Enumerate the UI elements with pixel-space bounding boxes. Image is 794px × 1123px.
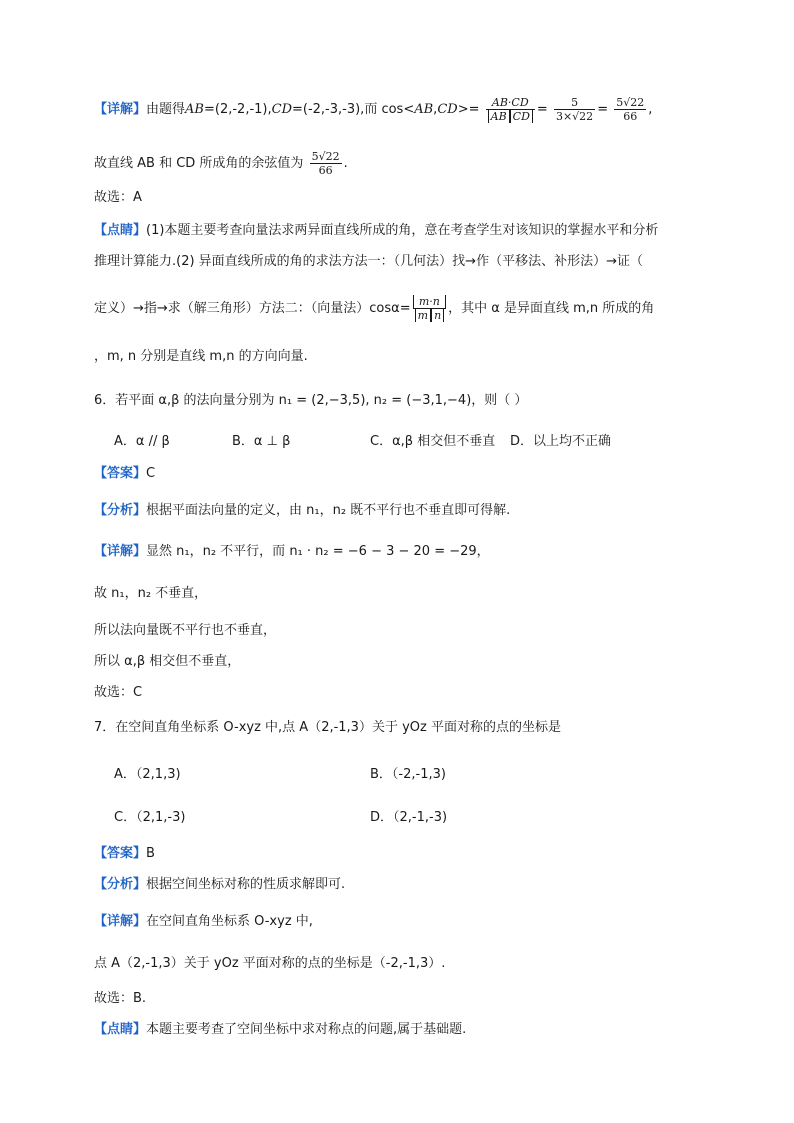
fraction-5-over: $\frac{5}{3\times√22}$ [555,96,594,123]
q5-detail-line: 【详解】由题得AB=(2,-2,-1),CD=(-2,-3,-3),而 cos<AB,CD>= $\frac{AB\cdot CD}{\text{AB CD}}$ = $\frac{5}{3\times√22}$ = $\frac{5√22}{66}$ , [94,96,653,123]
vector-ab: AB [185,102,204,117]
q6-detail-4: 所以 α,β 相交但不垂直， [94,654,241,669]
vector-cd: CD [271,102,292,117]
q5-choice: 故选：A [94,190,142,205]
q5-comment-3: 定义）→指→求（解三角形）方法二：（向量法）cosα= $\frac{m\cdot n}{\text{m n}}$ ，其中 α 是异面直线 m,n 所成的角 [94,295,655,322]
q6-analysis: 【分析】根据平面法向量的定义，由 n₁，n₂ 既不平行也不垂直即可得解. [94,503,511,518]
q6-option-c: C．α,β 相交但不垂直 [370,434,496,449]
q6-option-d: D．以上均不正确 [510,434,612,449]
q7-comment: 【点睛】本题主要考查了空间坐标中求对称点的问题,属于基础题. [94,1022,467,1037]
q7-option-b: B．（-2,-1,3) [370,767,446,782]
q6-option-b: B．α ⊥ β [232,434,291,449]
fraction-result: $\frac{5√22}{66}$ [616,96,645,123]
q7-detail-2: 点 A（2,-1,3）关于 yOz 平面对称的点的坐标是（-2,-1,3）. [94,956,446,971]
detail-tag: 【详解】 [94,102,147,117]
q6-detail-1: 【详解】显然 n₁，n₂ 不平行，而 n₁ · n₂ = −6 − 3 − 20 = −29， [94,544,490,559]
q7-answer: 【答案】B [94,846,155,861]
q5-conclusion: 故直线 AB 和 CD 所成角的余弦值为 $\frac{5√22}{66}$ . [94,150,348,177]
q6-stem: 6．若平面 α,β 的法向量分别为 n₁ = (2,−3,5), n₂ = (−3,1,−4)，则（ ） [94,393,528,408]
q5-comment-1: 【点睛】(1)本题主要考查向量法求两异面直线所成的角，意在考查学生对该知识的掌握水平和分析 [94,223,659,238]
q6-detail-3: 所以法向量既不平行也不垂直， [94,623,277,638]
q7-option-a: A．（2,1,3) [114,767,181,782]
q7-option-d: D．（2,-1,-3) [370,810,448,825]
q7-choice: 故选：B. [94,991,147,1006]
q7-option-c: C．（2,1,-3) [114,810,186,825]
q5-comment-4: ，m, n 分别是直线 m,n 的方向向量. [94,349,308,364]
conclusion-fraction: $\frac{5√22}{66}$ [311,150,340,177]
q6-answer: 【答案】C [94,466,156,481]
q6-option-a: A．α // β [114,434,170,449]
fraction-dot-over-norms: $\frac{AB\cdot CD}{\text{AB CD}}$ [486,96,535,123]
q7-stem: 7．在空间直角坐标系 O-xyz 中,点 A（2,-1,3）关于 yOz 平面对称的点的坐标是 [94,720,561,735]
q6-choice: 故选：C [94,685,143,700]
cos-fraction: $\frac{m\cdot n}{\text{m n}}$ [413,295,447,322]
q7-analysis: 【分析】根据空间坐标对称的性质求解即可. [94,877,346,892]
q5-comment-2: 推理计算能力.(2) 异面直线所成的角的求法方法一：（几何法）找→作（平移法、补形法）→证（ [94,254,643,269]
q7-detail-1: 【详解】在空间直角坐标系 O-xyz 中, [94,914,313,929]
q6-detail-2: 故 n₁，n₂ 不垂直， [94,586,208,601]
